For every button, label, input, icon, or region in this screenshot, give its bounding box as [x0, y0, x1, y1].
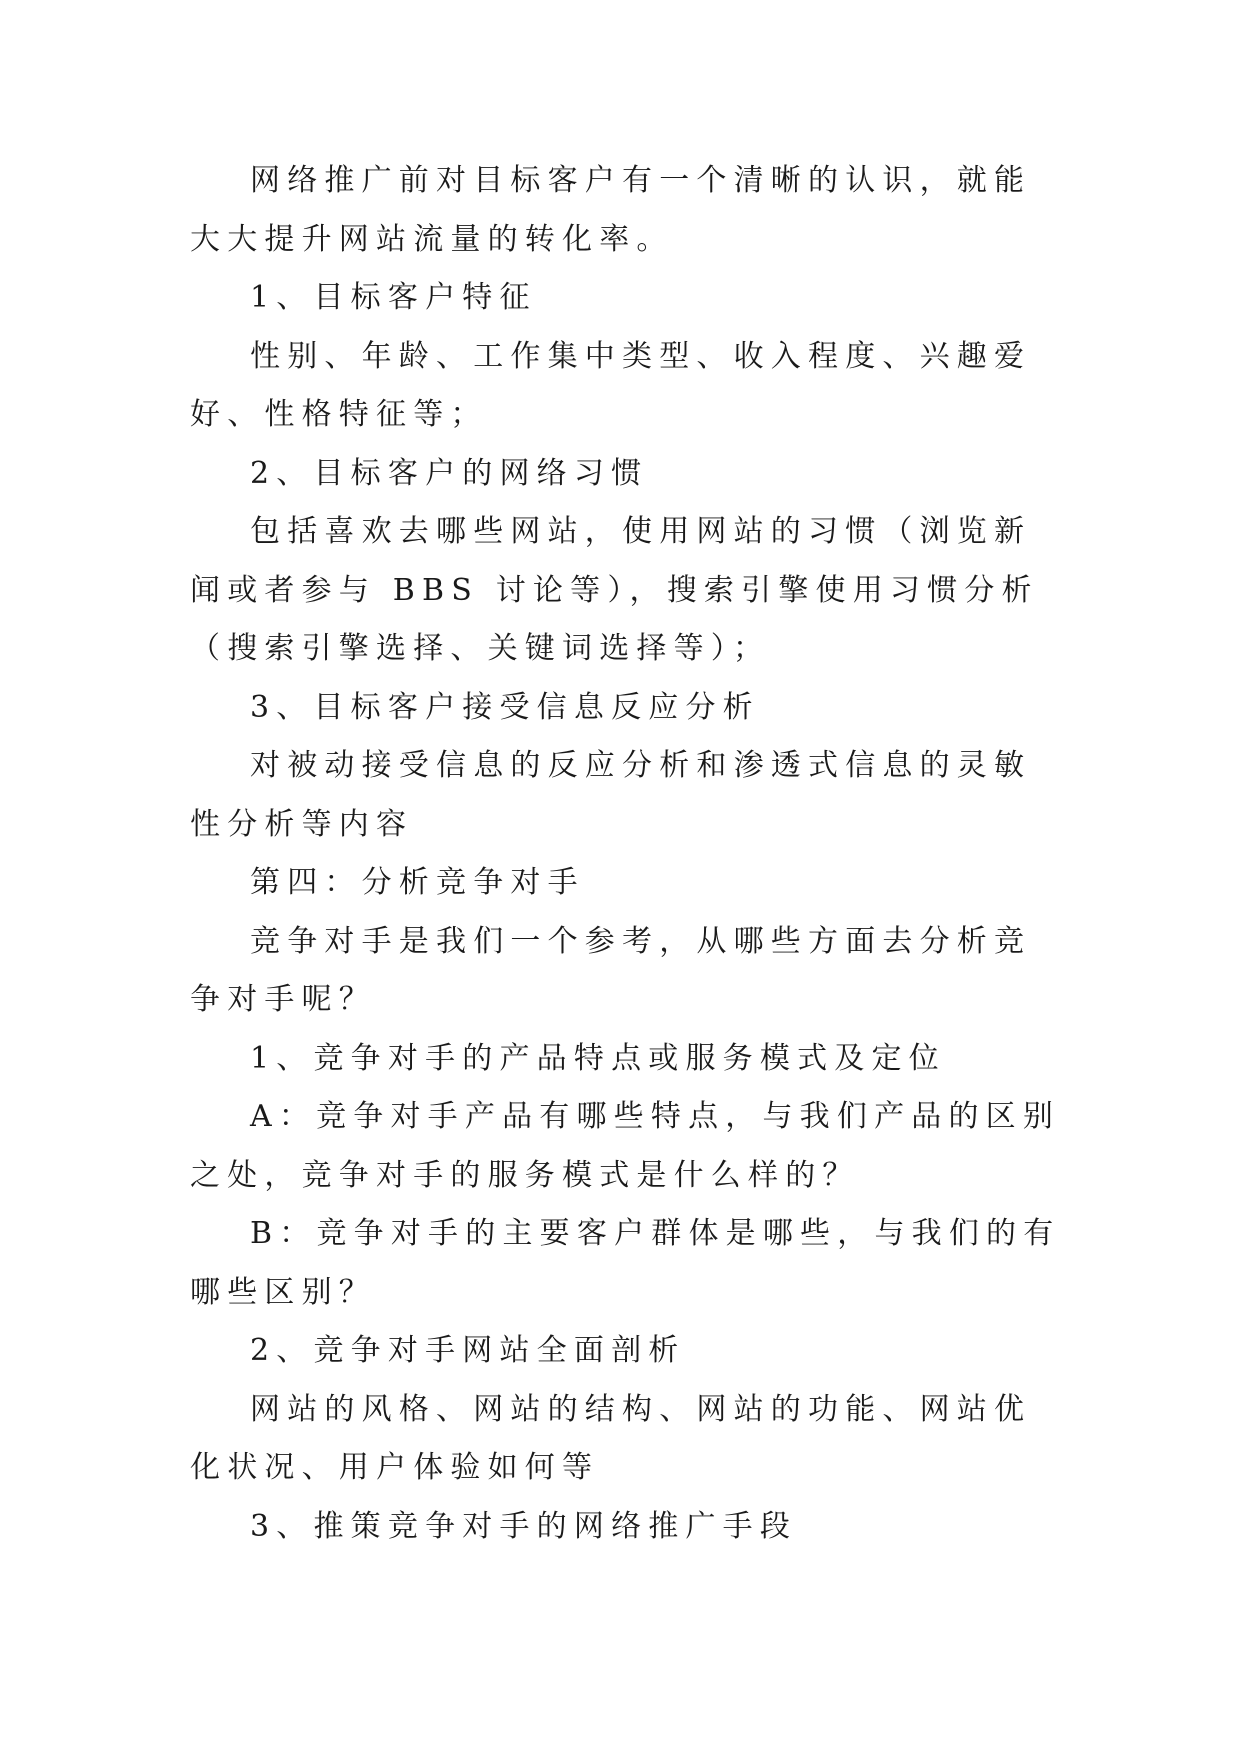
heading-section-four: 第四：分析竞争对手 — [250, 865, 585, 900]
document-body — [190, 152, 1064, 1556]
heading-target-customer-features: 1、目标客户特征 — [250, 280, 537, 315]
heading-competitor-website: 2、竞争对手网站全面剖析 — [250, 1333, 686, 1368]
paragraph-competitor-intro: 竞争对手是我们一个参考，从哪些方面去分析竞争对手呢？ — [190, 923, 1032, 1017]
heading-competitor-promotion: 3、推策竞争对手的网络推广手段 — [250, 1508, 798, 1544]
heading-network-habits: 2、目标客户的网络习惯 — [250, 455, 649, 491]
heading-competitor-products: 1、竞争对手的产品特点或服务模式及定位 — [250, 1040, 946, 1076]
paragraph-intro: 网络推广前对目标客户有一个清晰的认识，就能大大提升网站流量的转化率。 — [190, 163, 1032, 257]
paragraph-network-habits: 包括喜欢去哪些网站，使用网站的习惯（浏览新闻或者参与 BBS 讨论等），搜索引擎使用习惯分析（搜索引擎选择、关键词选择等）； — [190, 514, 1039, 666]
paragraph-customer-features: 性别、年龄、工作集中类型、收入程度、兴趣爱好、性格特征等； — [190, 338, 1032, 432]
paragraph-info-response: 对被动接受信息的反应分析和渗透式信息的灵敏性分析等内容 — [190, 748, 1032, 842]
paragraph-point-a: A：竞争对手产品有哪些特点，与我们产品的区别之处，竞争对手的服务模式是什么样的？ — [190, 1099, 1061, 1193]
paragraph-point-b: B：竞争对手的主要客户群体是哪些，与我们的有哪些区别？ — [190, 1216, 1061, 1310]
paragraph-competitor-website: 网站的风格、网站的结构、网站的功能、网站优化状况、用户体验如何等 — [190, 1391, 1032, 1485]
heading-info-response: 3、目标客户接受信息反应分析 — [250, 689, 760, 725]
